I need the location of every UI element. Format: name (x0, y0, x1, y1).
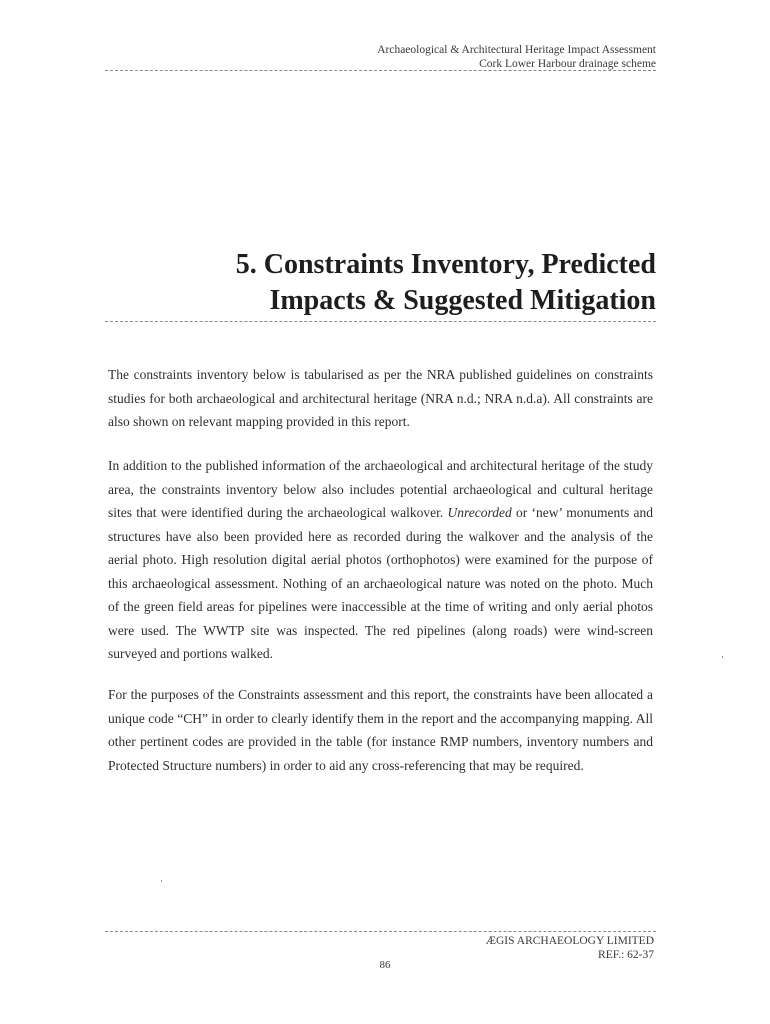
footer-company-name: ÆGIS ARCHAEOLOGY LIMITED (485, 935, 654, 947)
scan-speck (161, 880, 162, 882)
header-report-title: Archaeological & Architectural Heritage Impact Assessment (377, 44, 656, 56)
footer-reference: REF.: 62-37 (598, 949, 654, 961)
scan-speck (722, 656, 723, 658)
header-project-name: Cork Lower Harbour drainage scheme (479, 58, 656, 70)
paragraph-walkover-text-b: or ‘new’ monuments and structures have also been provided here as recorded during the walkover and the analysis of the aerial photo. High resolution digital aerial photos (orthophotos) were examined for the purpose of this archaeological assessment. Nothing of an archaeological nature was noted on the photo. Much of the green field areas for pipelines were inaccessible at the time of writing and only aerial photos were used. The WWTP site was inspected. The red pipelines (along roads) were wind-screen surveyed and portions walked. (108, 505, 653, 661)
page-number: 86 (379, 959, 391, 971)
chapter-heading (105, 247, 656, 319)
paragraph-walkover-emphasis: Unrecorded (447, 505, 512, 520)
paragraph-walkover (108, 454, 653, 666)
running-header (377, 43, 656, 71)
paragraph-walkover-text-a: In addition to the published information of the archaeological and architectural heritage of the study area, the constraints inventory below also includes potential archaeological and cultural heritage sites that were identified during the archaeological walkover. (108, 458, 653, 520)
heading-divider (105, 321, 656, 322)
paragraph-inventory-intro: The constraints inventory below is tabularised as per the NRA published guidelines on constraints studies for both archaeological and architectural heritage (NRA n.d.; NRA n.d.a). All constraints are also shown on relevant mapping provided in this report. (108, 367, 653, 429)
paragraph-constraint-codes: For the purposes of the Constraints assessment and this report, the constraints have been allocated a unique code “CH” in order to clearly identify them in the report and the accompanying mapping. All other pertinent codes are provided in the table (for instance RMP numbers, inventory numbers and Protected Structure numbers) in order to aid any cross-referencing that may be required. (108, 687, 653, 773)
chapter-title-line-2: Impacts & Suggested Mitigation (269, 285, 656, 316)
header-divider (105, 70, 656, 71)
chapter-title-line-1: 5. Constraints Inventory, Predicted (235, 249, 656, 280)
footer-divider (105, 931, 656, 932)
footer-block (486, 934, 654, 962)
